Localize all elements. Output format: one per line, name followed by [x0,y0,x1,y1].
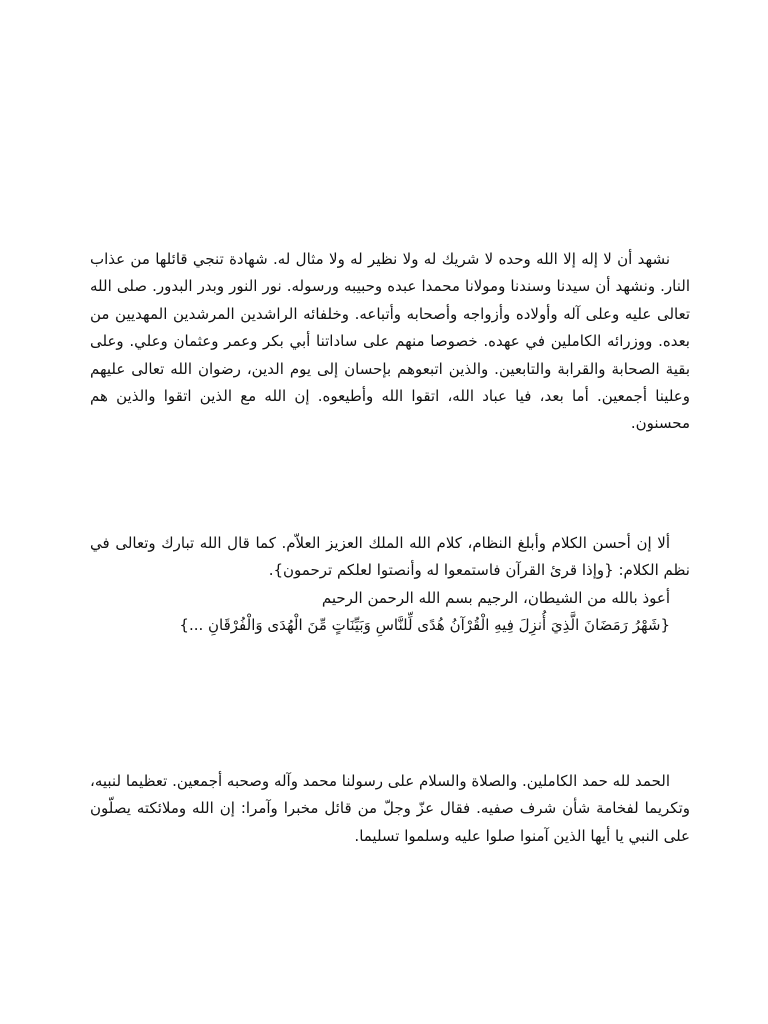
sermon-intro-paragraph: نشهد أن لا إله إلا الله وحده لا شريك له ولا نظير له ولا مثال له. شهادة تنجي قائلها من عذاب النار. ونشهد أن سيدنا وسندنا ومولانا محمدا عبده وحبيبه ورسوله. نور النور وبدر البدور. صلى الله تعالى عليه وعلى آله وأولاده وأزواجه وأصحابه وأتباعه. وخلفائه الراشدين المرشدين المهديين من بعده. ووزرائه الكاملين في عهده. خصوصا منهم على ساداتنا أبي بكر وعمر وعثمان وعلي. وعلى بقية الصحابة والقرابة والتابعين. والذين اتبعوهم بإحسان إلى يوم الدين، رضوان الله تعالى عليهم وعلينا أجمعين. أما بعد، فيا عباد الله، اتقوا الله وأطيعوه. إن الله مع الذين اتقوا والذين هم محسنون. [90,250,690,433]
quran-section [90,530,690,640]
quran-verse: {شَهْرُ رَمَضَانَ الَّذِيَ أُنزِلَ فِيهِ الْقُرْآنُ هُدًى لِّلنَّاسِ وَبَيِّنَاتٍ مِّنَ الْهُدَى وَالْفُرْقَانِ ...} [179,616,670,635]
isti-adha-line: أعوذ بالله من الشيطان، الرجيم بسم الله الرحمن الرحيم [321,588,670,607]
salawat-paragraph: الحمد لله حمد الكاملين. والصلاة والسلام على رسولنا محمد وآله وصحبه أجمعين. تعظيما لنبيه، وتكريما لفخامة شأن شرف صفيه. فقال عزّ وجلّ من قائل مخبرا وآمرا: إن الله وملائكته يصلّون على النبي يا أيها الذين آمنوا صلوا عليه وسلموا تسليما. [90,772,690,845]
sermon-intro-section [90,246,690,438]
salawat-section [90,768,690,850]
quran-intro-paragraph: ألا إن أحسن الكلام وأبلغ النظام، كلام الله الملك العزيز العلاّم. كما قال الله تبارك وتعالى في نظم الكلام: {وإذا قرئ القرآن فاستمعوا له وأنصتوا لعلكم ترحمون}. [90,534,690,580]
